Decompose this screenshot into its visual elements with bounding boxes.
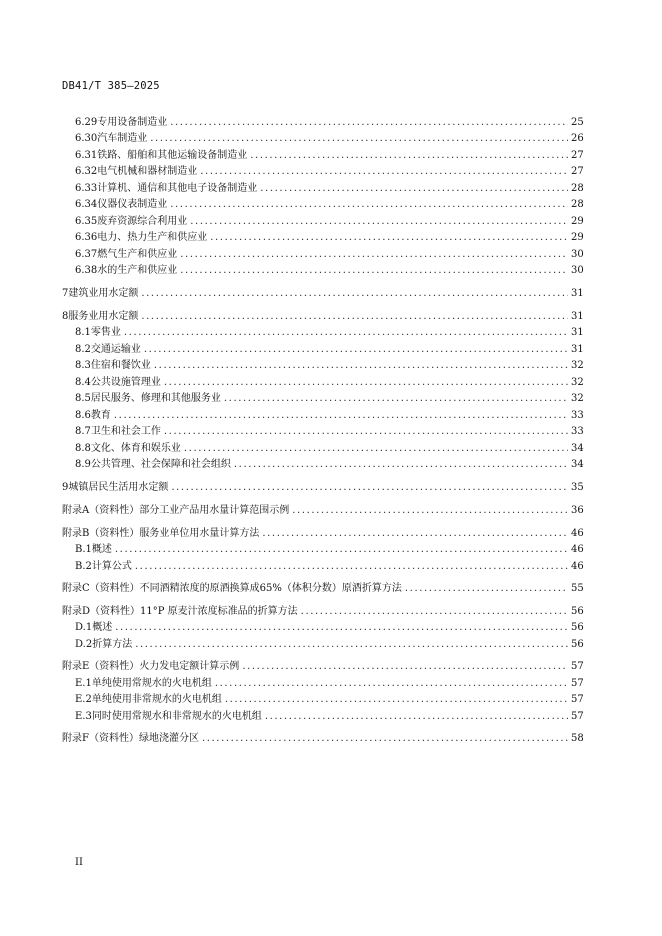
toc-entry-title: 零售业 [90,327,121,338]
toc-entry-page: 46 [571,544,584,555]
toc-entry-number: 6.31 [75,150,98,161]
toc-entry-number: 6.38 [75,265,98,276]
document-id: DB41/T 385—2025 [62,80,160,92]
toc-entry-page: 32 [571,377,584,388]
toc-entry-title: 电力、热力生产和供应业 [97,232,208,243]
toc-entry-page: 32 [571,360,584,371]
toc-entry-page: 34 [571,459,584,470]
toc-entry-page: 31 [571,288,584,299]
toc-entry[interactable] [75,376,583,390]
toc-entry[interactable] [75,560,583,574]
toc-entry-title: 同时使用常规水和非常规水的火电机组 [91,711,262,722]
dot-leader [224,392,568,406]
dot-leader [250,149,568,163]
toc-entry[interactable] [75,231,583,245]
toc-entry-number: 附录A（资料性） [62,505,140,516]
dot-leader [164,425,568,439]
dot-leader [225,693,568,707]
dot-leader [141,287,568,301]
toc-entry-number: E.1 [75,678,92,689]
toc-entry-title: 部分工业产品用水量计算范围示例 [139,505,290,516]
dot-leader [170,198,568,212]
toc-entry[interactable] [62,287,583,301]
toc-entry[interactable] [75,343,583,357]
dot-leader [135,638,568,652]
dot-leader [115,621,568,635]
toc-entry-number: 8 [62,311,69,322]
dot-leader [141,310,568,324]
page-number: II [75,857,83,868]
toc-entry-page: 26 [571,133,584,144]
toc-entry[interactable] [75,693,583,707]
toc-entry[interactable] [62,582,583,596]
toc-entry-number: 6.36 [75,232,98,243]
toc-entry-title: 计算机、通信和其他电子设备制造业 [97,183,258,194]
toc-entry-title: 火力发电定额计算示例 [139,661,240,672]
toc-entry-number: 6.33 [75,183,98,194]
toc-entry-title: 服务业单位用水量计算方法 [139,528,260,539]
toc-entry-title: 交通运输业 [90,344,141,355]
toc-entry-number: 8.3 [75,360,91,371]
toc-entry-number: 8.1 [75,327,91,338]
dot-leader [262,527,568,541]
toc-entry-title: 不同酒精浓度的原酒换算成65%（体积分数）原酒折算方法 [139,583,402,594]
toc-entry-number: B.2 [75,561,92,572]
toc-entry-number: D.1 [75,622,93,633]
toc-entry-title: 服务业用水定额 [68,311,139,322]
toc-entry-page: 46 [571,528,584,539]
dot-leader [164,376,568,390]
toc-entry[interactable] [62,660,583,674]
toc-entry-number: D.2 [75,639,93,650]
toc-entry-page: 28 [571,183,584,194]
toc-entry[interactable] [75,458,583,472]
toc-entry-number: 附录E（资料性） [62,661,140,672]
toc-entry-title: 卫生和社会工作 [90,426,161,437]
toc-entry-number: 6.34 [75,199,98,210]
toc-entry-title: 概述 [91,544,112,555]
toc-entry-title: 计算公式 [91,561,132,572]
dot-leader [180,264,568,278]
toc-entry[interactable] [62,310,583,324]
toc-entry[interactable] [75,116,583,130]
toc-entry-number: 6.29 [75,117,98,128]
toc-entry[interactable] [75,359,583,373]
toc-entry-number: 7 [62,288,69,299]
dot-leader [405,582,568,596]
toc-entry-title: 专用设备制造业 [97,117,168,128]
toc-entry-page: 58 [571,733,584,744]
toc-entry-page: 33 [571,410,584,421]
toc-entry[interactable] [75,149,583,163]
dot-leader [184,442,568,456]
toc-entry-page: 56 [571,606,584,617]
toc-entry-number: 8.7 [75,426,91,437]
toc-entry-page: 55 [571,583,584,594]
toc-entry-number: 9 [62,482,69,493]
toc-entry[interactable] [75,132,583,146]
dot-leader [135,560,568,574]
toc-entry-number: 8.9 [75,459,91,470]
dot-leader [265,710,568,724]
dot-leader [170,116,568,130]
toc-entry-title: 仪器仪表制造业 [97,199,168,210]
dot-leader [234,458,568,472]
toc-entry-page: 29 [571,216,584,227]
dot-leader [190,215,568,229]
dot-leader [180,248,568,262]
dot-leader [202,732,568,746]
toc-entry-page: 31 [571,327,584,338]
toc-entry-number: E.3 [75,711,92,722]
toc-entry[interactable] [75,215,583,229]
toc-entry[interactable] [75,165,583,179]
toc-entry-title: 城镇居民生活用水定额 [68,482,169,493]
dot-leader [124,326,568,340]
toc-entry-page: 32 [571,393,584,404]
dot-leader [154,359,568,373]
dot-leader [150,132,568,146]
toc-entry-number: 6.35 [75,216,98,227]
toc-entry-page: 57 [571,711,584,722]
toc-entry-page: 56 [571,639,584,650]
toc-entry[interactable] [75,710,583,724]
toc-entry-page: 46 [571,561,584,572]
toc-entry[interactable] [75,326,583,340]
toc-entry-title: 单纯使用非常规水的火电机组 [91,694,222,705]
toc-entry-page: 57 [571,661,584,672]
toc-entry-title: 绿地浇灌分区 [138,733,199,744]
toc-entry-number: B.1 [75,544,92,555]
toc-entry-number: 8.5 [75,393,91,404]
toc-entry-title: 燃气生产和供应业 [97,249,178,260]
toc-entry-title: 汽车制造业 [97,133,148,144]
toc-entry[interactable] [62,481,583,495]
toc-entry-number: 附录D（资料性） [62,606,141,617]
toc-entry[interactable] [75,392,583,406]
toc-entry-number: 8.2 [75,344,91,355]
toc-entry[interactable] [62,527,583,541]
dot-leader [210,231,568,245]
toc-entry-number: 8.6 [75,410,91,421]
toc-entry-page: 30 [571,265,584,276]
toc-entry[interactable] [75,248,583,262]
dot-leader [200,165,568,179]
toc-entry-title: 单纯使用常规水的火电机组 [91,678,212,689]
toc-entry-title: 教育 [90,410,111,421]
dot-leader [260,182,568,196]
toc-entry-number: 附录C（资料性） [62,583,140,594]
toc-entry[interactable] [75,677,583,691]
toc-entry-number: 8.4 [75,377,91,388]
toc-entry-title: 公共设施管理业 [90,377,161,388]
toc-entry-page: 31 [571,311,584,322]
toc-entry-title: 文化、体育和娱乐业 [90,443,181,454]
dot-leader [215,677,568,691]
toc-entry-title: 11°P 原麦汁浓度标准品的折算方法 [140,606,298,617]
toc-entry-number: 8.8 [75,443,91,454]
toc-entry-number: 附录B（资料性） [62,528,140,539]
dot-leader [242,660,568,674]
toc-entry-title: 折算方法 [92,639,133,650]
toc-entry-title: 电气机械和器材制造业 [97,166,198,177]
toc-entry-title: 建筑业用水定额 [68,288,139,299]
toc-entry[interactable] [75,638,583,652]
toc-entry[interactable] [75,409,583,423]
dot-leader [114,409,568,423]
toc-entry[interactable] [75,621,583,635]
toc-entry-title: 公共管理、社会保障和社会组织 [90,459,231,470]
toc-entry-page: 36 [571,505,584,516]
toc-entry[interactable] [62,504,583,518]
toc-entry-title: 概述 [92,622,113,633]
toc-entry-number: E.2 [75,694,92,705]
toc-entry[interactable] [75,425,583,439]
toc-entry-number: 附录F（资料性） [62,733,139,744]
toc-entry-title: 废弃资源综合利用业 [97,216,188,227]
toc-entry-title: 居民服务、修理和其他服务业 [90,393,221,404]
toc-entry-page: 33 [571,426,584,437]
toc-entry-page: 29 [571,232,584,243]
toc-entry[interactable] [75,442,583,456]
toc-entry-page: 30 [571,249,584,260]
toc-entry-number: 6.30 [75,133,98,144]
toc-entry-page: 57 [571,678,584,689]
dot-leader [144,343,568,357]
toc-entry-page: 31 [571,344,584,355]
toc-entry-page: 27 [571,166,584,177]
toc-entry-page: 56 [571,622,584,633]
toc-entry-title: 水的生产和供应业 [97,265,178,276]
toc-entry-page: 25 [571,117,584,128]
toc-entry[interactable] [75,198,583,212]
dot-leader [292,504,568,518]
toc-entry-page: 57 [571,694,584,705]
toc-entry-page: 34 [571,443,584,454]
toc-entry[interactable] [62,605,583,619]
toc-entry-number: 6.32 [75,166,98,177]
dot-leader [171,481,568,495]
toc-entry[interactable] [75,264,583,278]
toc-entry-title: 铁路、船舶和其他运输设备制造业 [97,150,248,161]
dot-leader [301,605,568,619]
dot-leader [115,543,568,557]
toc-entry[interactable] [75,182,583,196]
toc-entry-page: 27 [571,150,584,161]
toc-entry-page: 28 [571,199,584,210]
toc-entry-title: 住宿和餐饮业 [90,360,151,371]
toc-entry[interactable] [75,543,583,557]
toc-entry[interactable] [62,732,583,746]
toc-entry-number: 6.37 [75,249,98,260]
toc-entry-page: 35 [571,482,584,493]
